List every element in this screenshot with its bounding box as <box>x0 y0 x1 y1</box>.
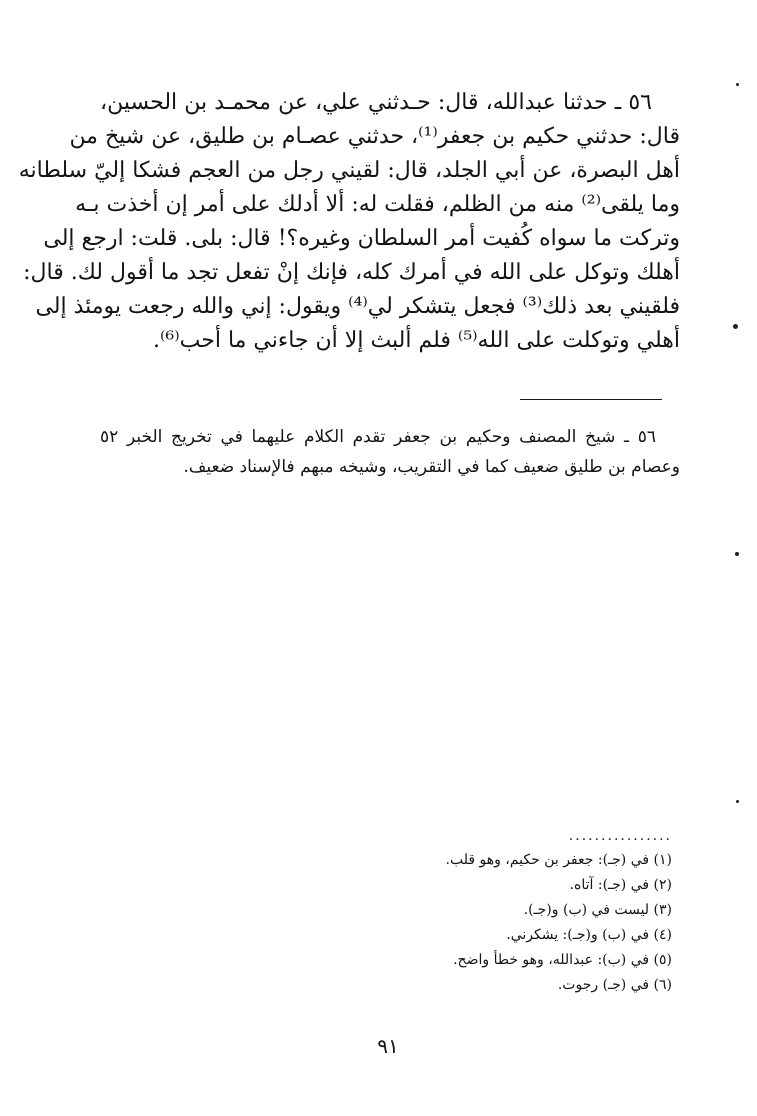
footnote-4: (٤) في (ب) و(جـ): يشكرني. <box>506 927 672 943</box>
scan-speck <box>735 552 739 556</box>
scan-speck <box>733 324 738 329</box>
footnote-1: (١) في (جـ): جعفر بن حكيم، وهو قلب. <box>445 852 672 868</box>
note-line: ٥٦ ـ شيخ المصنف وحكيم بن جعفر تقدم الكلام عليهما في تخريج الخبر ٥٢ <box>100 427 656 447</box>
footnote-6: (٦) في (جـ) رجوت. <box>557 977 672 993</box>
main-text <box>18 86 680 358</box>
text-line: قال: حدثني حكيم بن جعفر⁽¹⁾، حدثني عصـام بن طليق، عن شيخ من <box>69 124 680 149</box>
footnote-3: (٣) ليست في (ب) و(جـ). <box>523 902 672 918</box>
footnote-5: (٥) في (ب): عبدالله، وهو خطأ واضح. <box>453 952 672 968</box>
text-line: ٥٦ ـ حدثنا عبدالله، قال: حـدثني علي، عن محمـد بن الحسين، <box>100 90 652 115</box>
text-line: أهل البصرة، عن أبي الجلد، قال: لقيني رجل من العجم فشكا إليّ سلطانه <box>18 158 680 183</box>
text-line: أهلك وتوكل على الله في أمرك كله، فإنك إنْ تفعل تجد ما أقول لك. قال: <box>23 260 680 285</box>
scan-speck <box>736 83 739 86</box>
text-line: أهلي وتوكلت على الله⁽⁵⁾ فلم ألبث إلا أن جاءني ما أحب⁽⁶⁾. <box>153 328 680 353</box>
takhrij-note <box>100 422 680 482</box>
page-number: ٩١ <box>377 1034 399 1058</box>
scan-speck <box>736 800 739 803</box>
footnotes <box>300 848 672 998</box>
footnote-separator: ................ <box>568 828 672 844</box>
text-line: وتركت ما سواه كُفيت أمر السلطان وغيره؟! قال: بلى. قلت: ارجع إلى <box>43 226 680 251</box>
text-line: فلقيني بعد ذلك⁽³⁾ فجعل يتشكر لي⁽⁴⁾ ويقول: إني والله رجعت يومئذ إلى <box>35 294 680 319</box>
text-line: وما يلقى⁽²⁾ منه من الظلم، فقلت له: ألا أدلك على أمر إن أخذت بـه <box>75 192 680 217</box>
footnote-2: (٢) في (جـ): آتاه. <box>569 877 672 893</box>
section-divider <box>520 399 662 400</box>
note-line: وعصام بن طليق ضعيف كما في التقريب، وشيخه مبهم فالإسناد ضعيف. <box>183 457 680 477</box>
